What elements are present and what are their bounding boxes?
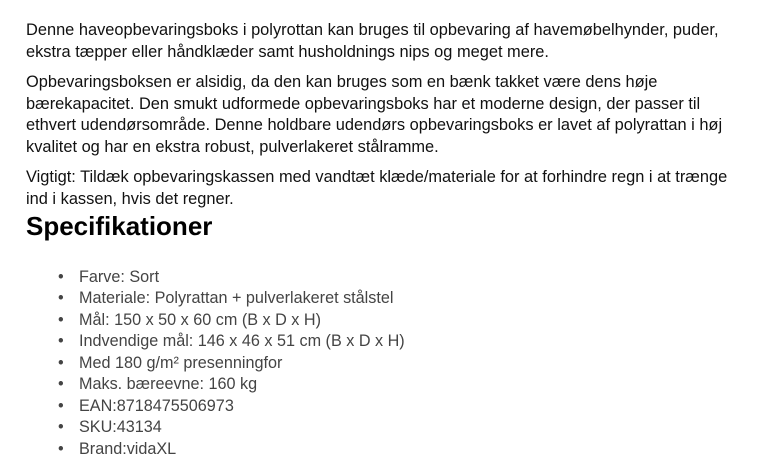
spec-item-color — [0, 267, 405, 288]
spec-text: Maks. bæreevne: 160 kg — [79, 375, 258, 394]
spec-text: Brand:vidaXL — [79, 439, 177, 458]
bullet-icon: • — [58, 332, 64, 351]
specifications-list — [0, 267, 405, 460]
description-paragraph-intro: Denne haveopbevaringsboks i polyrottan kan bruges til opbevaring af havemøbelhynder, puder, ekstra tæpper eller håndklæder samt husholdnings nips og meget mere. — [26, 21, 719, 61]
spec-text: Materiale: Polyrattan + pulverlakeret stålstel — [79, 289, 394, 308]
bullet-icon: • — [58, 268, 64, 286]
spec-item-inner-dimensions — [0, 331, 405, 352]
bullet-icon: • — [58, 375, 64, 394]
spec-item-material — [0, 288, 405, 309]
bullet-icon: • — [58, 353, 64, 372]
description-paragraph-features: Opbevaringsboksen er alsidig, da den kan bruges som en bænk takket være dens høje bærekapacitet. Den smukt udformede opbevaringsboks har et moderne design, der passer til ethvert udendørsområde. Denne holdbare udendørs opbevaringsboks er lavet af polyrattan i høj kvalitet og har en ekstra robust, pulverlakeret stålramme. — [26, 73, 723, 156]
spec-item-brand — [0, 439, 405, 460]
bullet-icon: • — [58, 418, 64, 437]
specifications-heading: Specifikationer — [26, 211, 213, 241]
spec-text: Med 180 g/m² presenningfor — [79, 353, 283, 372]
bullet-icon: • — [58, 396, 64, 415]
bullet-icon: • — [58, 439, 64, 458]
spec-item-ean — [0, 396, 405, 417]
spec-item-sku — [0, 417, 405, 438]
spec-text: EAN:8718475506973 — [79, 396, 234, 415]
spec-item-lining — [0, 353, 405, 374]
spec-text: Mål: 150 x 50 x 60 cm (B x D x H) — [79, 310, 321, 329]
bullet-icon: • — [58, 310, 64, 329]
spec-text: Indvendige mål: 146 x 46 x 51 cm (B x D x H) — [79, 332, 405, 351]
spec-text: SKU:43134 — [79, 418, 162, 437]
spec-item-dimensions — [0, 310, 405, 331]
spec-item-max-load — [0, 374, 405, 395]
bullet-icon: • — [58, 289, 64, 308]
description-paragraph-warning: Vigtigt: Tildæk opbevaringskassen med vandtæt klæde/materiale for at forhindre regn i at trænge ind i kassen, hvis det regner. — [26, 168, 728, 208]
product-description — [26, 20, 748, 219]
spec-text: Farve: Sort — [79, 268, 160, 286]
